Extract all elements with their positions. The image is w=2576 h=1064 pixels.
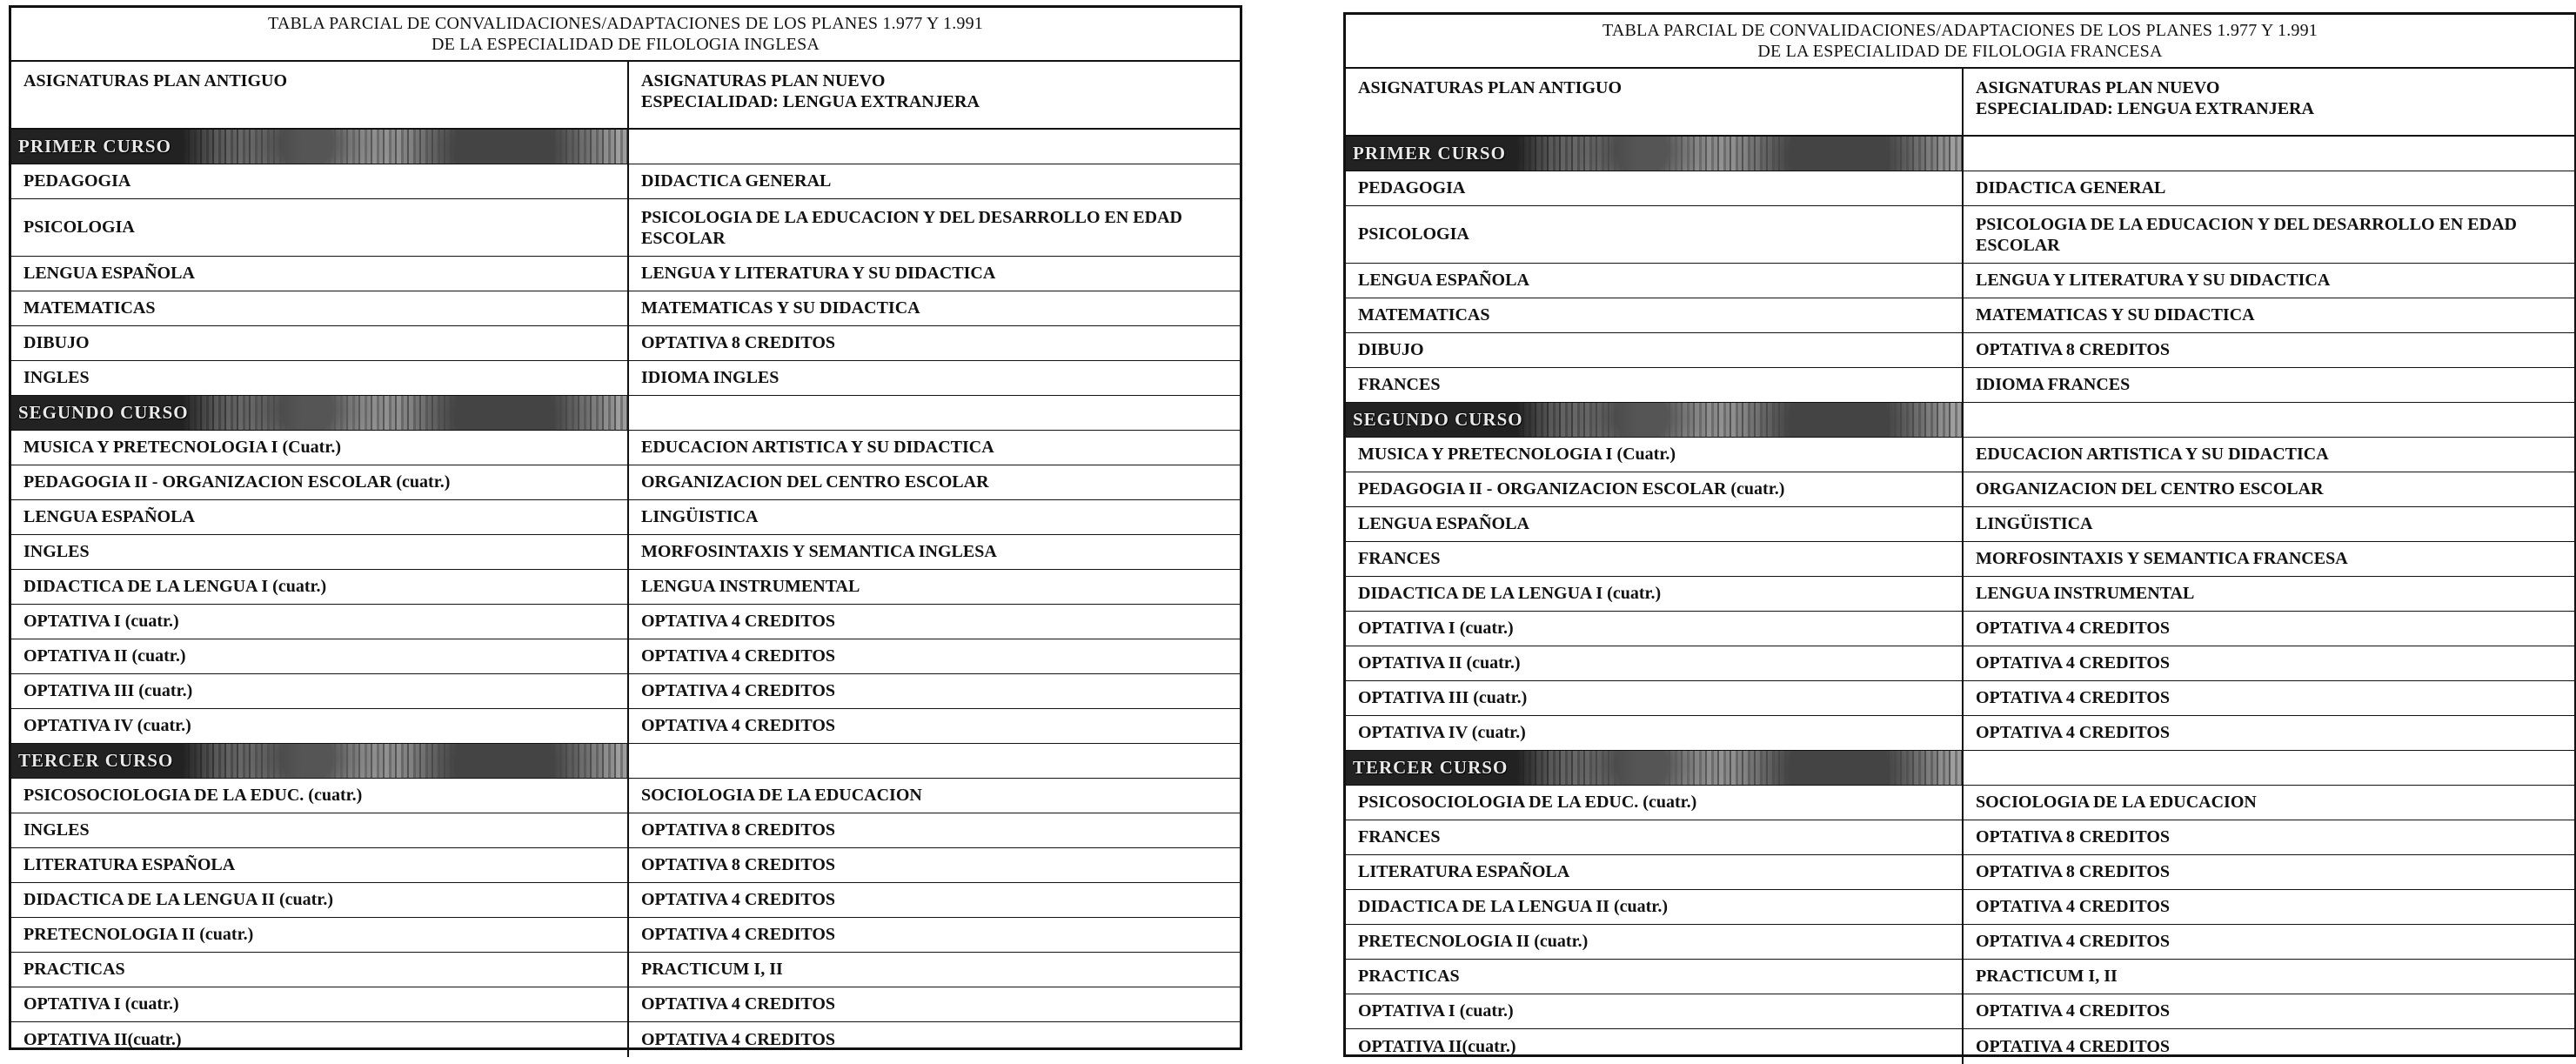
- header-old-plan: ASIGNATURAS PLAN ANTIGUO: [1346, 69, 1964, 135]
- title-line-1: TABLA PARCIAL DE CONVALIDACIONES/ADAPTACIONES DE LOS PLANES 1.977 Y 1.991: [268, 14, 983, 33]
- old-subject-cell: MUSICA Y PRETECNOLOGIA I (Cuatr.): [11, 431, 629, 465]
- old-subject-cell: LITERATURA ESPAÑOLA: [1346, 855, 1964, 889]
- table-row: [1346, 890, 2574, 925]
- old-subject-cell: PRACTICAS: [1346, 960, 1964, 994]
- new-subject-cell: OPTATIVA 4 CREDITOS: [1976, 688, 2171, 707]
- new-subject-cell: MORFOSINTAXIS Y SEMANTICA INGLESA: [641, 542, 997, 561]
- table-row: [11, 164, 1240, 199]
- section-label-cell: [11, 744, 629, 778]
- new-subject-cell: PRACTICUM I, II: [1976, 967, 2118, 986]
- table-row: [1346, 206, 2574, 264]
- section-empty-cell: [1964, 751, 2574, 785]
- new-subject-cell: LINGÜISTICA: [1976, 514, 2093, 533]
- section-empty-cell: [629, 396, 1240, 430]
- old-subject-cell: DIDACTICA DE LA LENGUA I (cuatr.): [11, 570, 629, 604]
- old-subject-cell: PRACTICAS: [11, 953, 629, 987]
- old-subject-cell: OPTATIVA II (cuatr.): [1346, 646, 1964, 680]
- section-row: [1346, 751, 2574, 786]
- table-row: [11, 465, 1240, 500]
- table-row: [11, 605, 1240, 639]
- table-body: [11, 130, 1240, 1057]
- old-subject-cell: PSICOLOGIA: [11, 199, 629, 256]
- old-subject-cell: OPTATIVA III (cuatr.): [11, 674, 629, 708]
- new-subject-cell: OPTATIVA 4 CREDITOS: [1976, 619, 2171, 638]
- section-empty-cell: [1964, 137, 2574, 171]
- new-subject-cell: LENGUA Y LITERATURA Y SU DIDACTICA: [641, 264, 996, 283]
- table-row: [1346, 1029, 2574, 1064]
- section-row: [1346, 403, 2574, 438]
- old-subject-cell: FRANCES: [1346, 820, 1964, 854]
- old-subject-cell: DIBUJO: [11, 326, 629, 360]
- table-row: [1346, 960, 2574, 994]
- section-row: [11, 130, 1240, 164]
- table-row: [1346, 612, 2574, 646]
- new-subject-cell: OPTATIVA 4 CREDITOS: [1976, 1036, 2171, 1056]
- new-subject-cell: DIDACTICA GENERAL: [641, 171, 832, 191]
- table-row: [11, 709, 1240, 744]
- table-row: [1346, 507, 2574, 542]
- table-row: [11, 570, 1240, 605]
- old-subject-cell: LENGUA ESPAÑOLA: [1346, 264, 1964, 298]
- old-subject-cell: LENGUA ESPAÑOLA: [11, 257, 629, 291]
- section-label: SEGUNDO CURSO: [1353, 409, 1523, 430]
- old-subject-cell: MUSICA Y PRETECNOLOGIA I (Cuatr.): [1346, 438, 1964, 472]
- table-row: [11, 535, 1240, 570]
- section-label: PRIMER CURSO: [1353, 143, 1506, 164]
- old-subject-cell: OPTATIVA II(cuatr.): [11, 1022, 629, 1057]
- table-row: [1346, 577, 2574, 612]
- section-label-cell: [1346, 403, 1964, 437]
- table-ingles: [9, 5, 1242, 1050]
- section-row: [1346, 137, 2574, 171]
- table-row: [1346, 298, 2574, 333]
- old-subject-cell: DIDACTICA DE LA LENGUA I (cuatr.): [1346, 577, 1964, 611]
- new-subject-cell: SOCIOLOGIA DE LA EDUCACION: [1976, 793, 2257, 812]
- column-headers: [1346, 69, 2574, 137]
- old-subject-cell: MATEMATICAS: [11, 291, 629, 325]
- new-subject-cell: OPTATIVA 4 CREDITOS: [641, 994, 836, 1014]
- table-row: [1346, 171, 2574, 206]
- section-row: [11, 744, 1240, 779]
- table-row: [11, 361, 1240, 396]
- old-subject-cell: PEDAGOGIA: [1346, 171, 1964, 205]
- new-subject-cell: LENGUA Y LITERATURA Y SU DIDACTICA: [1976, 271, 2331, 290]
- old-subject-cell: INGLES: [11, 361, 629, 395]
- new-subject-cell: OPTATIVA 4 CREDITOS: [641, 890, 836, 909]
- table-row: [11, 326, 1240, 361]
- section-label: PRIMER CURSO: [18, 136, 171, 157]
- old-subject-cell: DIDACTICA DE LA LENGUA II (cuatr.): [1346, 890, 1964, 924]
- new-subject-cell: IDIOMA FRANCES: [1976, 375, 2131, 394]
- new-subject-cell: OPTATIVA 4 CREDITOS: [641, 646, 836, 666]
- table-row: [1346, 438, 2574, 472]
- section-empty-cell: [1964, 403, 2574, 437]
- old-subject-cell: PSICOSOCIOLOGIA DE LA EDUC. (cuatr.): [11, 779, 629, 813]
- new-subject-cell: OPTATIVA 4 CREDITOS: [641, 1029, 836, 1049]
- new-subject-cell: MORFOSINTAXIS Y SEMANTICA FRANCESA: [1976, 549, 2348, 568]
- table-row: [11, 500, 1240, 535]
- new-subject-cell: OPTATIVA 4 CREDITOS: [1976, 932, 2171, 951]
- title-line-2: DE LA ESPECIALIDAD DE FILOLOGIA FRANCESA: [1757, 42, 2163, 61]
- table-row: [11, 431, 1240, 465]
- new-subject-cell: OPTATIVA 4 CREDITOS: [641, 612, 836, 631]
- old-subject-cell: OPTATIVA I (cuatr.): [1346, 612, 1964, 646]
- new-subject-cell: OPTATIVA 8 CREDITOS: [641, 820, 836, 840]
- old-subject-cell: PEDAGOGIA II - ORGANIZACION ESCOLAR (cuatr.): [11, 465, 629, 499]
- new-subject-cell: EDUCACION ARTISTICA Y SU DIDACTICA: [641, 438, 994, 457]
- table-title: [1346, 15, 2574, 69]
- section-label: SEGUNDO CURSO: [18, 402, 189, 423]
- new-subject-cell: SOCIOLOGIA DE LA EDUCACION: [641, 786, 922, 805]
- old-subject-cell: OPTATIVA IV (cuatr.): [11, 709, 629, 743]
- new-subject-cell: DIDACTICA GENERAL: [1976, 178, 2166, 197]
- new-subject-cell: MATEMATICAS Y SU DIDACTICA: [1976, 305, 2255, 325]
- table-title: [11, 8, 1240, 62]
- table-row: [11, 883, 1240, 918]
- old-subject-cell: OPTATIVA II (cuatr.): [11, 639, 629, 673]
- table-row: [1346, 786, 2574, 820]
- header-old-plan: ASIGNATURAS PLAN ANTIGUO: [11, 62, 629, 128]
- section-label: TERCER CURSO: [1353, 757, 1509, 778]
- table-row: [1346, 542, 2574, 577]
- old-subject-cell: OPTATIVA I (cuatr.): [11, 987, 629, 1021]
- table-row: [11, 813, 1240, 848]
- new-subject-cell: PSICOLOGIA DE LA EDUCACION Y DEL DESARROLLO EN EDAD ESCOLAR: [641, 207, 1182, 248]
- table-body: [1346, 137, 2574, 1064]
- table-row: [1346, 855, 2574, 890]
- table-row: [11, 674, 1240, 709]
- old-subject-cell: OPTATIVA IV (cuatr.): [1346, 716, 1964, 750]
- new-subject-cell: OPTATIVA 8 CREDITOS: [1976, 340, 2171, 359]
- table-row: [11, 987, 1240, 1022]
- table-row: [1346, 681, 2574, 716]
- section-label: TERCER CURSO: [18, 750, 174, 771]
- table-row: [1346, 368, 2574, 403]
- new-subject-cell: ORGANIZACION DEL CENTRO ESCOLAR: [1976, 479, 2324, 499]
- old-subject-cell: PSICOSOCIOLOGIA DE LA EDUC. (cuatr.): [1346, 786, 1964, 820]
- new-subject-cell: MATEMATICAS Y SU DIDACTICA: [641, 298, 920, 318]
- table-row: [1346, 264, 2574, 298]
- section-empty-cell: [629, 744, 1240, 778]
- old-subject-cell: LITERATURA ESPAÑOLA: [11, 848, 629, 882]
- old-subject-cell: MATEMATICAS: [1346, 298, 1964, 332]
- table-row: [11, 779, 1240, 813]
- header-new-plan: ASIGNATURAS PLAN NUEVO ESPECIALIDAD: LENGUA EXTRANJERA: [641, 71, 980, 111]
- new-subject-cell: OPTATIVA 4 CREDITOS: [641, 925, 836, 944]
- table-row: [11, 257, 1240, 291]
- table-row: [11, 918, 1240, 953]
- new-subject-cell: LENGUA INSTRUMENTAL: [1976, 584, 2195, 603]
- old-subject-cell: PSICOLOGIA: [1346, 206, 1964, 263]
- new-subject-cell: OPTATIVA 8 CREDITOS: [1976, 862, 2171, 881]
- old-subject-cell: INGLES: [11, 535, 629, 569]
- old-subject-cell: DIDACTICA DE LA LENGUA II (cuatr.): [11, 883, 629, 917]
- table-row: [11, 639, 1240, 674]
- table-frances: [1343, 12, 2576, 1057]
- new-subject-cell: OPTATIVA 4 CREDITOS: [641, 681, 836, 700]
- old-subject-cell: PRETECNOLOGIA II (cuatr.): [11, 918, 629, 952]
- table-row: [11, 1022, 1240, 1057]
- table-row: [1346, 820, 2574, 855]
- old-subject-cell: INGLES: [11, 813, 629, 847]
- new-subject-cell: OPTATIVA 4 CREDITOS: [641, 716, 836, 735]
- section-label-cell: [1346, 137, 1964, 171]
- old-subject-cell: FRANCES: [1346, 542, 1964, 576]
- old-subject-cell: PEDAGOGIA: [11, 164, 629, 198]
- table-row: [1346, 472, 2574, 507]
- section-label-cell: [11, 396, 629, 430]
- table-row: [1346, 646, 2574, 681]
- new-subject-cell: OPTATIVA 8 CREDITOS: [641, 855, 836, 874]
- new-subject-cell: EDUCACION ARTISTICA Y SU DIDACTICA: [1976, 445, 2329, 464]
- old-subject-cell: LENGUA ESPAÑOLA: [1346, 507, 1964, 541]
- column-headers: [11, 62, 1240, 130]
- old-subject-cell: PEDAGOGIA II - ORGANIZACION ESCOLAR (cuatr.): [1346, 472, 1964, 506]
- new-subject-cell: OPTATIVA 4 CREDITOS: [1976, 1001, 2171, 1021]
- old-subject-cell: FRANCES: [1346, 368, 1964, 402]
- new-subject-cell: LENGUA INSTRUMENTAL: [641, 577, 860, 596]
- old-subject-cell: DIBUJO: [1346, 333, 1964, 367]
- header-new-plan: ASIGNATURAS PLAN NUEVO ESPECIALIDAD: LENGUA EXTRANJERA: [1976, 78, 2314, 118]
- new-subject-cell: OPTATIVA 4 CREDITOS: [1976, 653, 2171, 673]
- new-subject-cell: LINGÜISTICA: [641, 507, 759, 526]
- table-row: [11, 953, 1240, 987]
- new-subject-cell: OPTATIVA 8 CREDITOS: [641, 333, 836, 352]
- table-row: [1346, 716, 2574, 751]
- new-subject-cell: OPTATIVA 4 CREDITOS: [1976, 897, 2171, 916]
- title-line-1: TABLA PARCIAL DE CONVALIDACIONES/ADAPTACIONES DE LOS PLANES 1.977 Y 1.991: [1602, 21, 2318, 40]
- new-subject-cell: PRACTICUM I, II: [641, 960, 783, 979]
- old-subject-cell: OPTATIVA II(cuatr.): [1346, 1029, 1964, 1064]
- new-subject-cell: OPTATIVA 4 CREDITOS: [1976, 723, 2171, 742]
- title-line-2: DE LA ESPECIALIDAD DE FILOLOGIA INGLESA: [431, 35, 820, 54]
- new-subject-cell: PSICOLOGIA DE LA EDUCACION Y DEL DESARROLLO EN EDAD ESCOLAR: [1976, 214, 2517, 255]
- old-subject-cell: OPTATIVA III (cuatr.): [1346, 681, 1964, 715]
- table-row: [1346, 994, 2574, 1029]
- section-row: [11, 396, 1240, 431]
- old-subject-cell: OPTATIVA I (cuatr.): [11, 605, 629, 639]
- new-subject-cell: IDIOMA INGLES: [641, 368, 779, 387]
- old-subject-cell: LENGUA ESPAÑOLA: [11, 500, 629, 534]
- old-subject-cell: OPTATIVA I (cuatr.): [1346, 994, 1964, 1028]
- old-subject-cell: PRETECNOLOGIA II (cuatr.): [1346, 925, 1964, 959]
- section-label-cell: [1346, 751, 1964, 785]
- table-row: [1346, 925, 2574, 960]
- section-label-cell: [11, 130, 629, 164]
- table-row: [11, 848, 1240, 883]
- new-subject-cell: ORGANIZACION DEL CENTRO ESCOLAR: [641, 472, 989, 492]
- section-empty-cell: [629, 130, 1240, 164]
- new-subject-cell: OPTATIVA 8 CREDITOS: [1976, 827, 2171, 847]
- table-row: [11, 291, 1240, 326]
- table-row: [11, 199, 1240, 257]
- table-row: [1346, 333, 2574, 368]
